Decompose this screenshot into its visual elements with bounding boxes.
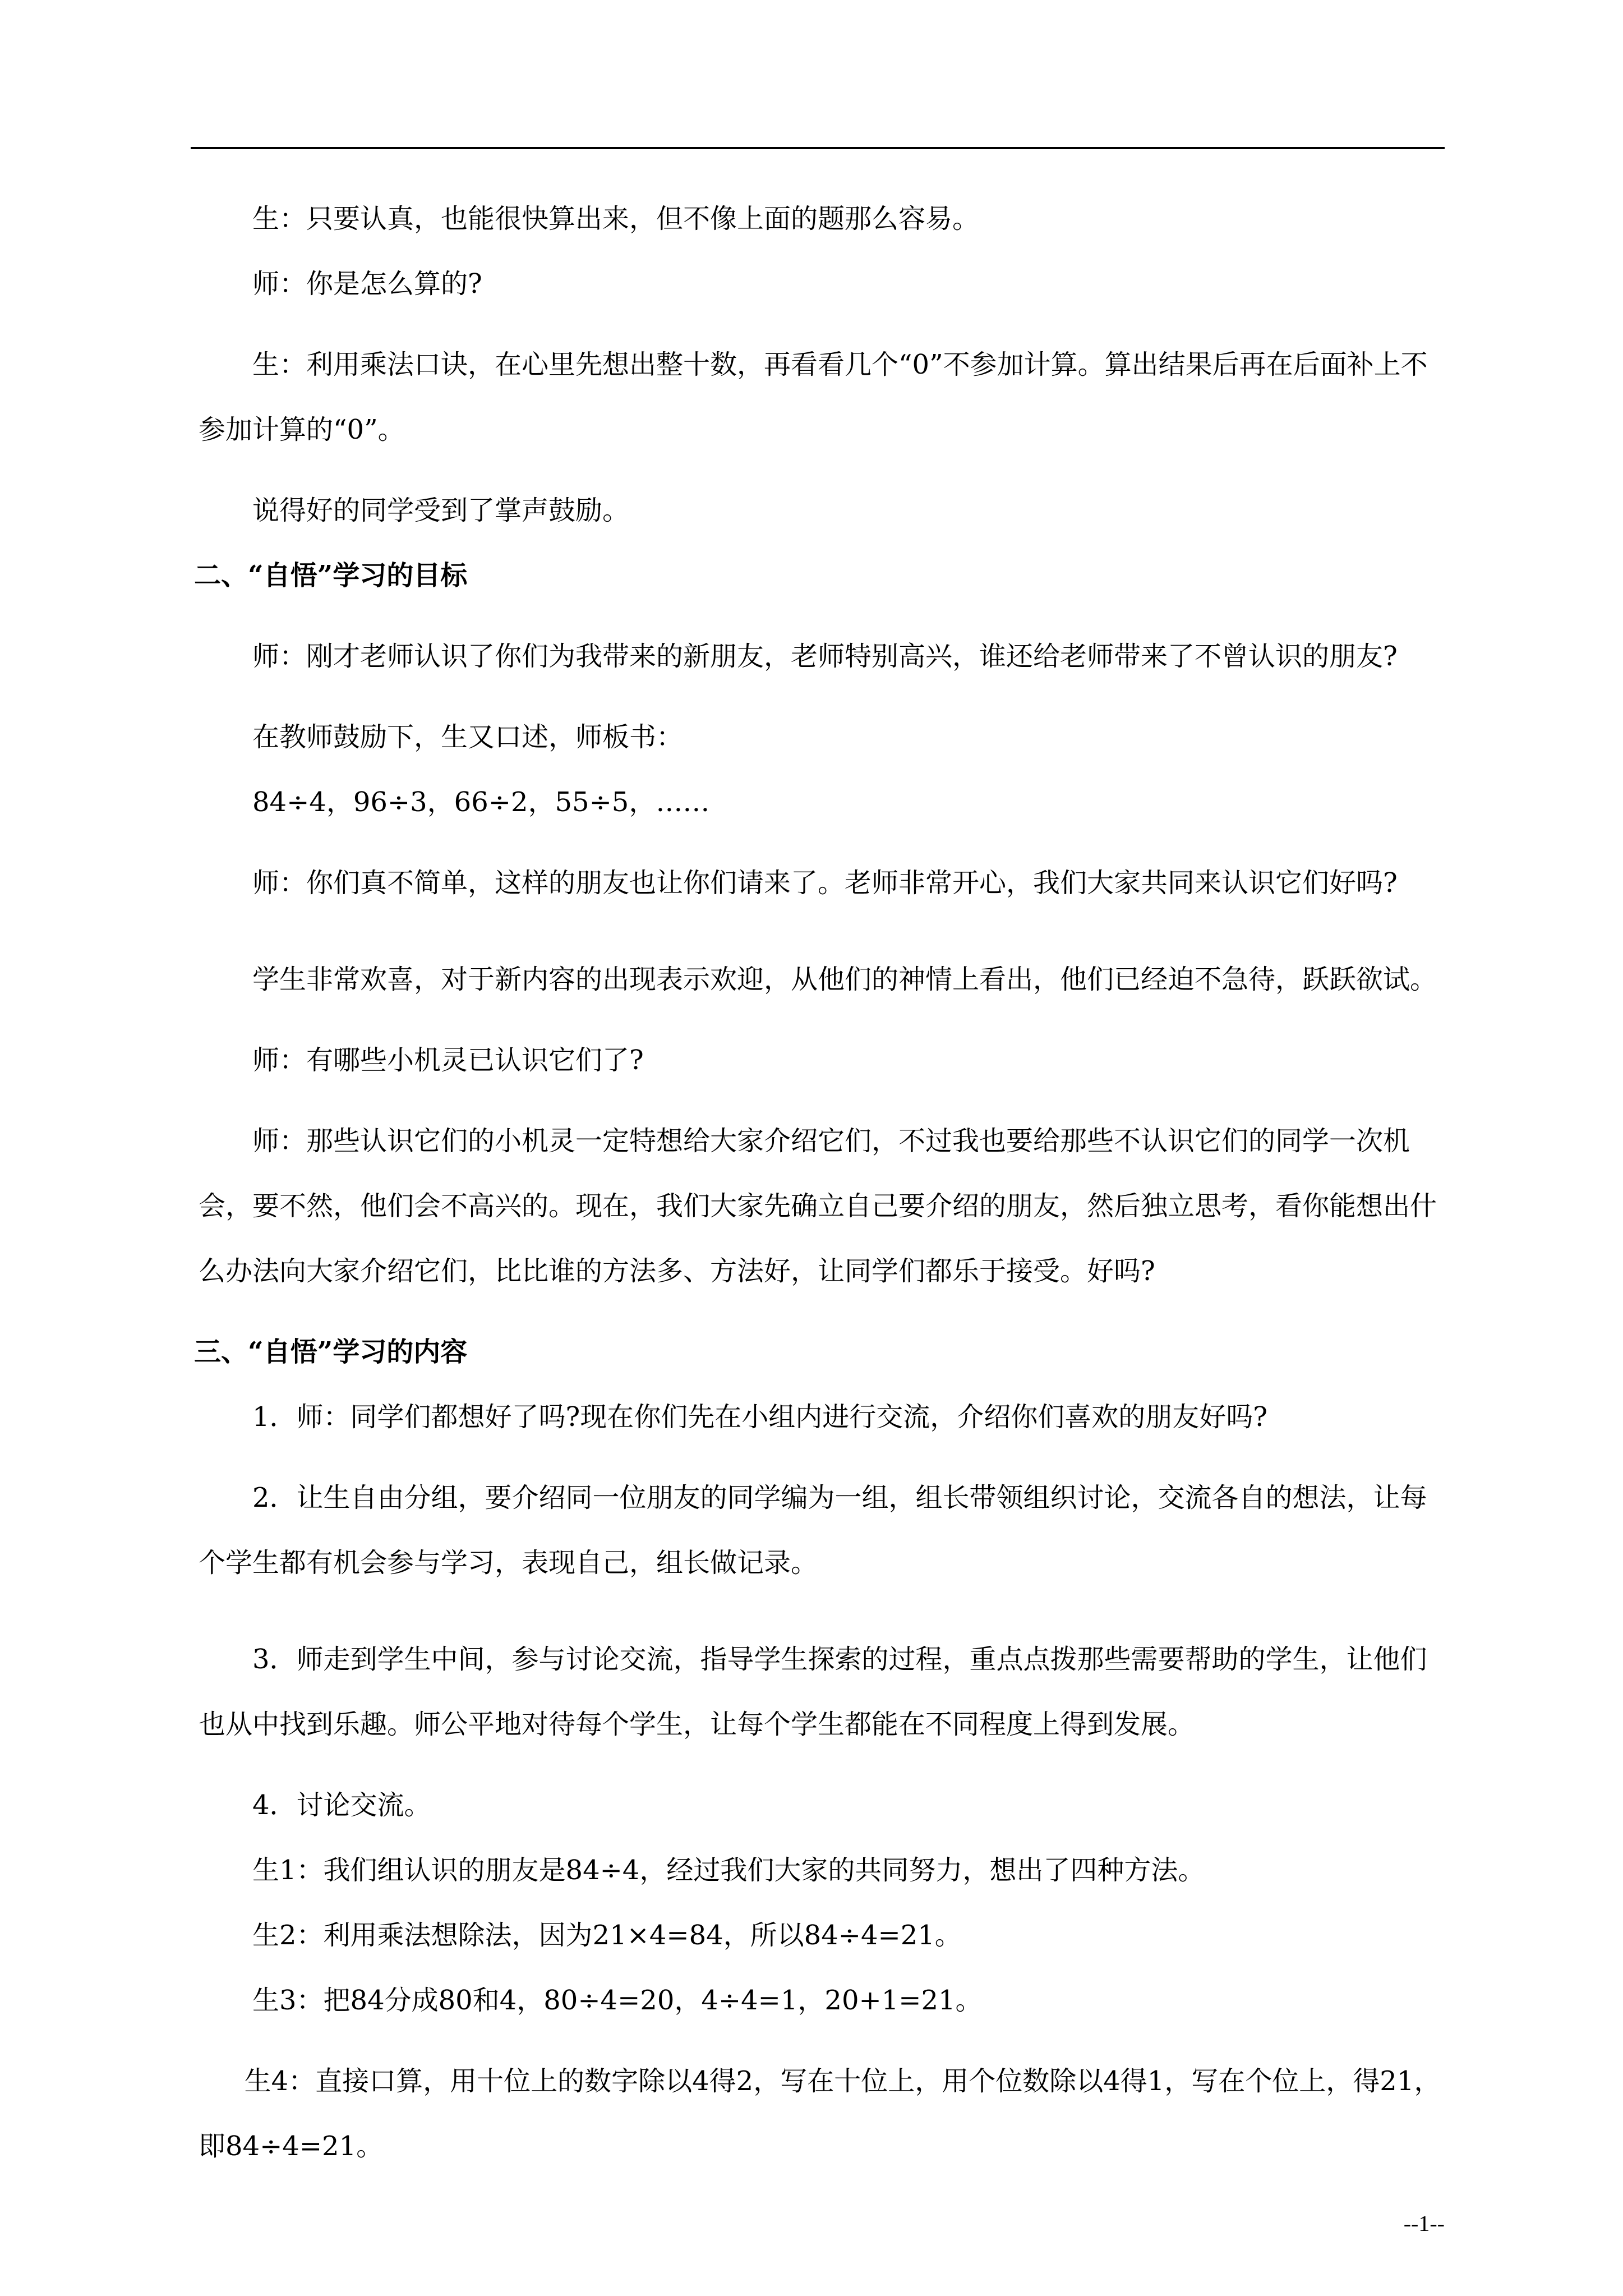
paragraph: 4．讨论交流。 <box>252 1789 431 1821</box>
paragraph: 学生非常欢喜，对于新内容的出现表示欢迎，从他们的神情上看出，他们已经迫不急待，跃跃欲试。 <box>252 964 1437 995</box>
document-body <box>194 202 1445 2179</box>
paragraph: 在教师鼓励下，生又口述，师板书： <box>252 721 684 753</box>
paragraph: 生4：直接口算，用十位上的数字除以4得2，写在十位上，用个位数除以4得1，写在个位上，得21，即84÷4=21。 <box>199 2065 1441 2162</box>
header-rule <box>191 147 1445 149</box>
paragraph: 1．师：同学们都想好了吗?现在你们先在小组内进行交流，介绍你们喜欢的朋友好吗? <box>252 1401 1268 1433</box>
paragraph: 生：利用乘法口诀，在心里先想出整十数，再看看几个“0”不参加计算。算出结果后再在后面补上不参加计算的“0”。 <box>199 349 1428 445</box>
paragraph: 师：那些认识它们的小机灵一定特想给大家介绍它们，不过我也要给那些不认识它们的同学一次机会，要不然，他们会不高兴的。现在，我们大家先确立自己要介绍的朋友，然后独立思考，看你能想出什么办法向大家介绍它们，比比谁的方法多、方法好，让同学们都乐于接受。好吗? <box>199 1125 1437 1287</box>
paragraph: 生3：把84分成80和4，80÷4=20，4÷4=1，20+1=21。 <box>252 1985 983 2016</box>
paragraph: 生1：我们组认识的朋友是84÷4，经过我们大家的共同努力，想出了四种方法。 <box>252 1855 1205 1886</box>
section-heading: 二、“自悟”学习的目标 <box>194 560 468 591</box>
paragraph: 2．让生自由分组，要介绍同一位朋友的同学编为一组，组长带领组织讨论，交流各自的想法，让每个学生都有机会参与学习，表现自己，组长做记录。 <box>199 1482 1427 1579</box>
paragraph: 师：刚才老师认识了你们为我带来的新朋友，老师特别高兴，谁还给老师带来了不曾认识的朋友? <box>252 641 1398 672</box>
paragraph: 生：只要认真，也能很快算出来，但不像上面的题那么容易。 <box>252 203 980 234</box>
paragraph: 生2：利用乘法想除法，因为21×4=84，所以84÷4=21。 <box>252 1920 962 1951</box>
page-number: --1-- <box>1403 2211 1445 2236</box>
paragraph: 84÷4，96÷3，66÷2，55÷5，…… <box>252 786 710 818</box>
paragraph: 3．师走到学生中间，参与讨论交流，指导学生探索的过程，重点点拨那些需要帮助的学生，让他们也从中找到乐趣。师公平地对待每个学生，让每个学生都能在不同程度上得到发展。 <box>199 1644 1427 1740</box>
paragraph: 说得好的同学受到了掌声鼓励。 <box>252 495 630 526</box>
paragraph: 师：你们真不简单，这样的朋友也让你们请来了。老师非常开心，我们大家共同来认识它们好吗? <box>252 867 1398 899</box>
section-heading: 三、“自悟”学习的内容 <box>194 1336 468 1368</box>
paragraph: 师：有哪些小机灵已认识它们了? <box>252 1045 644 1076</box>
paragraph: 师：你是怎么算的? <box>252 268 482 300</box>
